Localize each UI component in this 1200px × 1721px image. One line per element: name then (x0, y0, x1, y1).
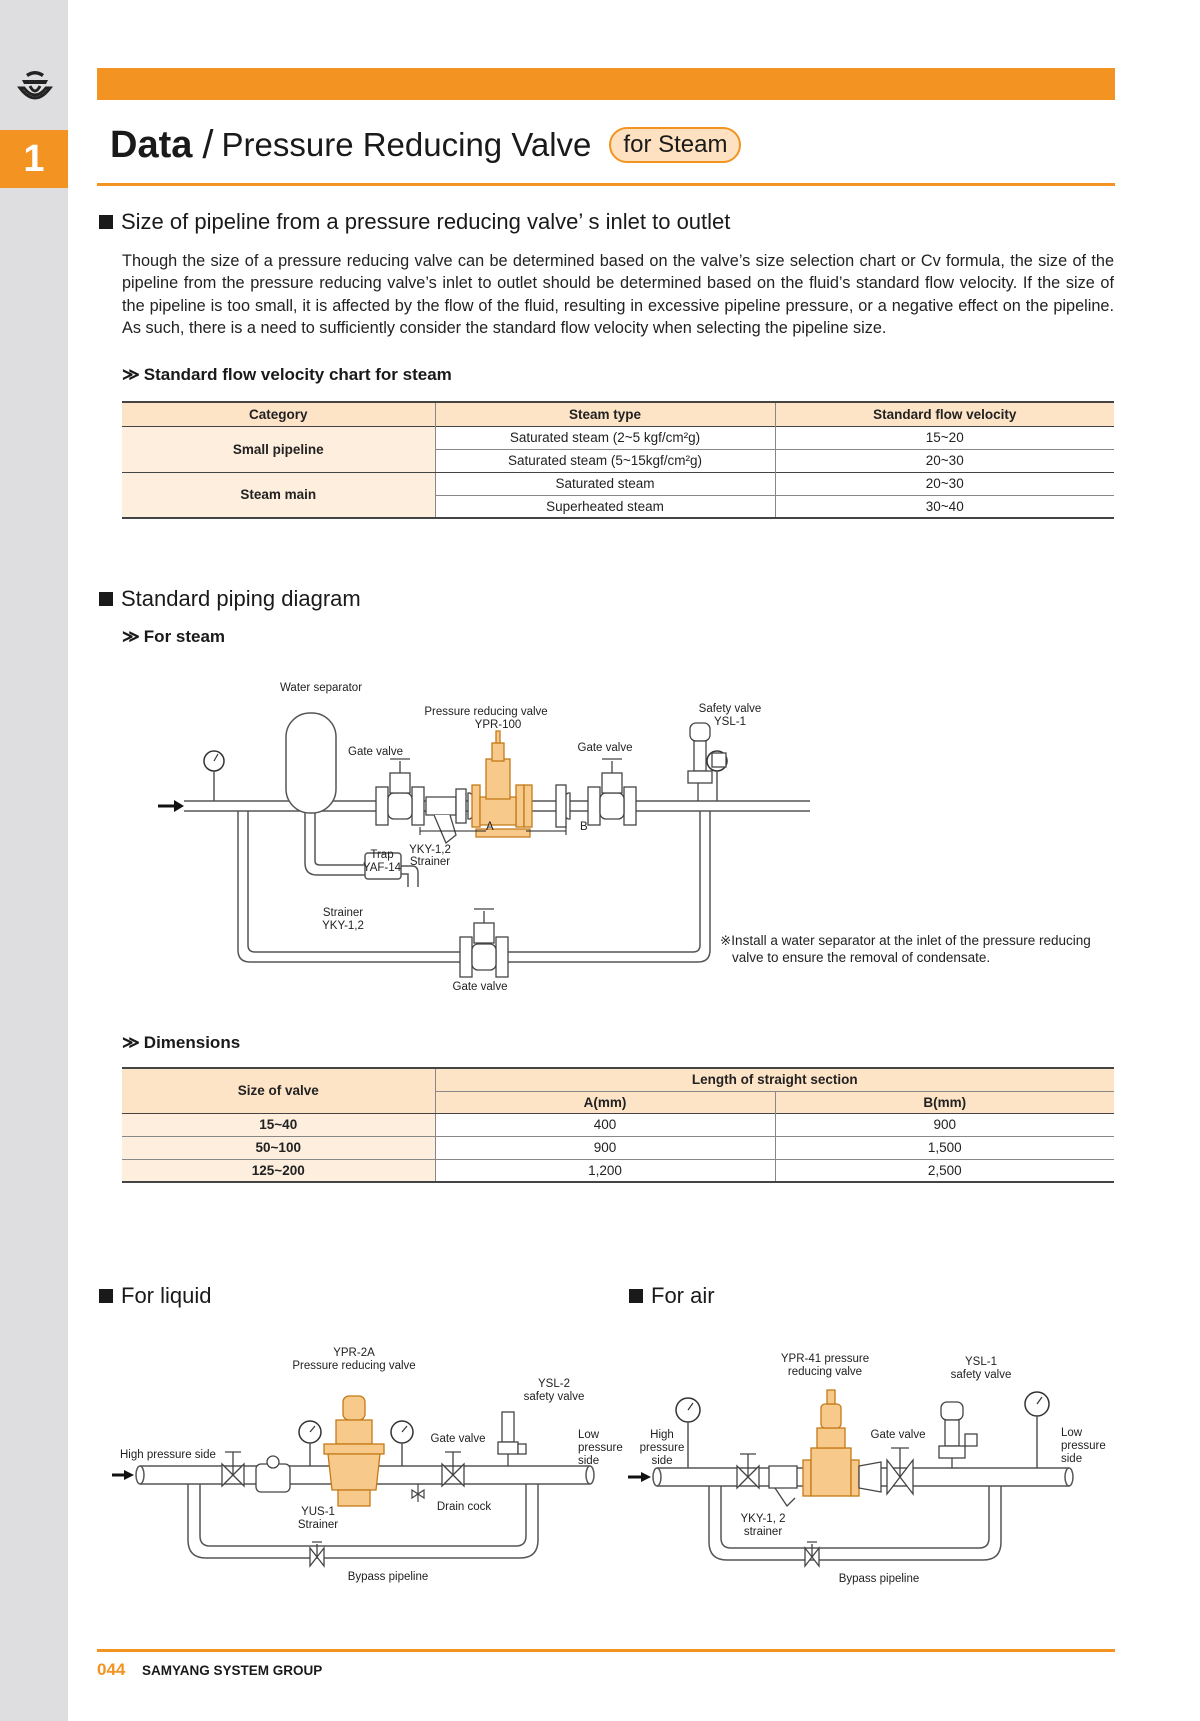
cell-velocity: 15~20 (925, 430, 964, 445)
safety-valve-icon (498, 1412, 526, 1466)
strainer-icon (256, 1456, 290, 1492)
label-a: A (486, 821, 494, 833)
cell-velocity: 20~30 (925, 476, 964, 491)
bullet-square-icon (99, 592, 113, 606)
section-heading-text: Size of pipeline from a pressure reducing valve’ s inlet to outlet (121, 209, 731, 234)
cell-b: 900 (933, 1117, 957, 1132)
title-data: Data (110, 123, 193, 166)
cell-category-main: Steam main (122, 472, 435, 518)
cell-a: 900 (435, 1136, 775, 1159)
gate-valve-icon (442, 1452, 464, 1486)
liquid-low2: pressure (578, 1442, 623, 1454)
section-heading-for-air (629, 1283, 715, 1309)
pressure-reducing-valve-icon (803, 1390, 859, 1496)
label-gate-valve: Gate valve (452, 981, 508, 993)
label-safety-line2: YSL-1 (714, 716, 746, 728)
label-prv-line1: Pressure reducing valve (424, 706, 548, 718)
strainer-icon (769, 1466, 797, 1506)
th-flow-velocity: Standard flow velocity (775, 402, 1114, 426)
title-pill: for Steam (609, 127, 741, 163)
label-safety-line1: Safety valve (698, 703, 762, 715)
double-chevron-icon: ≫ (122, 627, 140, 646)
section-heading-text: For liquid (121, 1283, 212, 1308)
air-low1: Low (1061, 1427, 1083, 1439)
cell-size: 15~40 (122, 1113, 435, 1136)
section-heading-text: Standard piping diagram (121, 586, 361, 611)
cell-a: 400 (435, 1113, 775, 1136)
label-strainer-line2: Strainer (409, 856, 451, 868)
liquid-low3: side (578, 1455, 600, 1467)
pressure-gauge-icon (204, 751, 224, 801)
chapter-tab: 1 (0, 130, 68, 188)
installation-note (720, 932, 1091, 966)
subheading-flow-velocity (122, 365, 452, 385)
label-strainer2-line2: YKY-1,2 (322, 920, 364, 932)
subheading-text: Dimensions (143, 1033, 241, 1052)
drain-cock-icon (412, 1484, 424, 1502)
page-number: 044 (97, 1660, 126, 1679)
bullet-square-icon (99, 1289, 113, 1303)
gate-valve-icon (805, 1542, 819, 1566)
cell-type: Saturated steam (435, 472, 775, 495)
double-chevron-icon: ≫ (122, 1033, 140, 1052)
air-bypass-label: Bypass pipeline (838, 1573, 920, 1585)
gate-valve-icon (588, 759, 636, 825)
cell-velocity: 20~30 (925, 453, 964, 468)
title-divider (97, 183, 1115, 186)
title-slash: / (202, 122, 214, 167)
liquid-prv-line1: YPR-2A (333, 1347, 375, 1359)
title-main: Pressure Reducing Valve (221, 126, 592, 163)
th-length: Length of straight section (435, 1068, 1114, 1091)
liquid-gate-label: Gate valve (430, 1433, 486, 1445)
gate-valve-icon (737, 1454, 759, 1488)
th-category: Category (122, 402, 435, 426)
label-trap-line2: YAF-14 (362, 862, 402, 874)
pressure-gauge-icon (391, 1421, 413, 1466)
cell-b: 2,500 (927, 1162, 962, 1178)
air-high3: side (651, 1455, 673, 1467)
reducer-icon (859, 1462, 881, 1492)
gate-valve-icon (222, 1452, 244, 1486)
label-strainer-line1: YKY-1,2 (409, 844, 451, 856)
sidebar (0, 0, 68, 1721)
subheading-dimensions (122, 1033, 240, 1053)
gate-valve-icon (460, 909, 508, 977)
label-strainer2-line1: Strainer (322, 907, 364, 919)
air-high2: pressure (639, 1442, 685, 1454)
gate-valve-icon (887, 1448, 913, 1494)
double-chevron-icon: ≫ (122, 365, 140, 384)
liquid-high-label: High pressure side (120, 1449, 216, 1461)
section-heading-piping-diagram (99, 586, 361, 612)
cell-type: Saturated steam (5~15kgf/cm²g) (435, 449, 775, 472)
pressure-reducing-valve-icon (324, 1396, 384, 1506)
subheading-text: For steam (143, 627, 226, 646)
pressure-gauge-icon (1025, 1392, 1049, 1468)
cell-a: 1,200 (435, 1159, 775, 1182)
air-piping-diagram (625, 1340, 1115, 1590)
cell-type: Superheated steam (435, 495, 775, 518)
th-a: A(mm) (435, 1091, 775, 1113)
flow-velocity-table (122, 401, 1114, 519)
label-prv-line2: YPR-100 (474, 719, 522, 731)
footer-divider (97, 1649, 1115, 1652)
th-size: Size of valve (122, 1068, 435, 1113)
cell-size: 125~200 (122, 1159, 435, 1182)
section-heading-pipeline-size (99, 209, 730, 235)
note-line: ※Install a water separator at the inlet of the pressure reducing (720, 933, 1091, 948)
strainer-icon (426, 789, 466, 843)
liquid-prv-line2: Pressure reducing valve (292, 1360, 416, 1372)
subheading-text: Standard flow velocity chart for steam (143, 365, 452, 384)
air-low2: pressure (1061, 1440, 1106, 1452)
air-low3: side (1061, 1453, 1083, 1465)
label-b: B (580, 821, 588, 833)
cell-b: 1,500 (927, 1140, 962, 1155)
air-safety-line2: safety valve (950, 1369, 1012, 1381)
liquid-piping-diagram (110, 1340, 623, 1590)
label-trap-line1: Trap (370, 849, 394, 861)
section-heading-for-liquid (99, 1283, 211, 1309)
header-bar (97, 68, 1115, 100)
subheading-for-steam (122, 627, 225, 647)
liquid-strainer-line2: Strainer (297, 1519, 339, 1531)
bullet-square-icon (99, 215, 113, 229)
cell-category-small: Small pipeline (122, 426, 435, 472)
cell-size: 50~100 (122, 1136, 435, 1159)
pressure-gauge-icon (676, 1398, 700, 1468)
note-line: valve to ensure the removal of condensate. (732, 950, 991, 965)
air-safety-line1: YSL-1 (965, 1356, 997, 1368)
cell-type: Saturated steam (2~5 kgf/cm²g) (435, 426, 775, 449)
liquid-safety-line2: safety valve (523, 1391, 585, 1403)
air-gate-label: Gate valve (870, 1429, 926, 1441)
label-gate-valve: Gate valve (348, 746, 403, 758)
air-strainer-line2: strainer (743, 1526, 783, 1538)
intro-paragraph: Though the size of a pressure reducing valve can be determined based on the valve’s size selection chart or Cv formula, the size of the pipeline from the pressure reducing valve’s inlet to outlet should be determined based on the fluid’s standard flow velocity. If the size of the pipeline is too small, it is affected by the flow of the fluid, resulting in excessive pipeline pressure, or a negative effect on the pipeline. As such, there is a need to sufficiently consider the standard flow velocity when selecting the pipeline size. (122, 252, 1114, 337)
liquid-safety-line1: YSL-2 (538, 1378, 570, 1390)
company-name: SAMYANG SYSTEM GROUP (142, 1663, 323, 1678)
air-high1: High (650, 1429, 674, 1441)
liquid-drain-label: Drain cock (436, 1501, 492, 1513)
safety-valve-icon (939, 1402, 977, 1468)
label-water-separator: Water separator (280, 682, 363, 694)
liquid-strainer-line1: YUS-1 (301, 1506, 335, 1518)
section-heading-text: For air (651, 1283, 715, 1308)
liquid-low1: Low (578, 1429, 600, 1441)
label-gate-valve: Gate valve (577, 742, 633, 754)
th-b: B(mm) (775, 1091, 1114, 1113)
dimensions-table (122, 1067, 1114, 1183)
pressure-reducing-valve-icon (468, 731, 570, 837)
liquid-bypass-label: Bypass pipeline (347, 1571, 429, 1583)
th-steam-type: Steam type (435, 402, 775, 426)
company-logo-icon (16, 68, 54, 108)
page-title (110, 122, 741, 168)
air-prv-line1: YPR-41 pressure (780, 1353, 870, 1365)
cell-velocity: 30~40 (925, 498, 964, 514)
gate-valve-icon (376, 759, 424, 825)
pressure-gauge-icon (299, 1421, 321, 1466)
air-strainer-line1: YKY-1, 2 (740, 1513, 786, 1525)
bullet-square-icon (629, 1289, 643, 1303)
air-prv-line2: reducing valve (787, 1366, 863, 1378)
